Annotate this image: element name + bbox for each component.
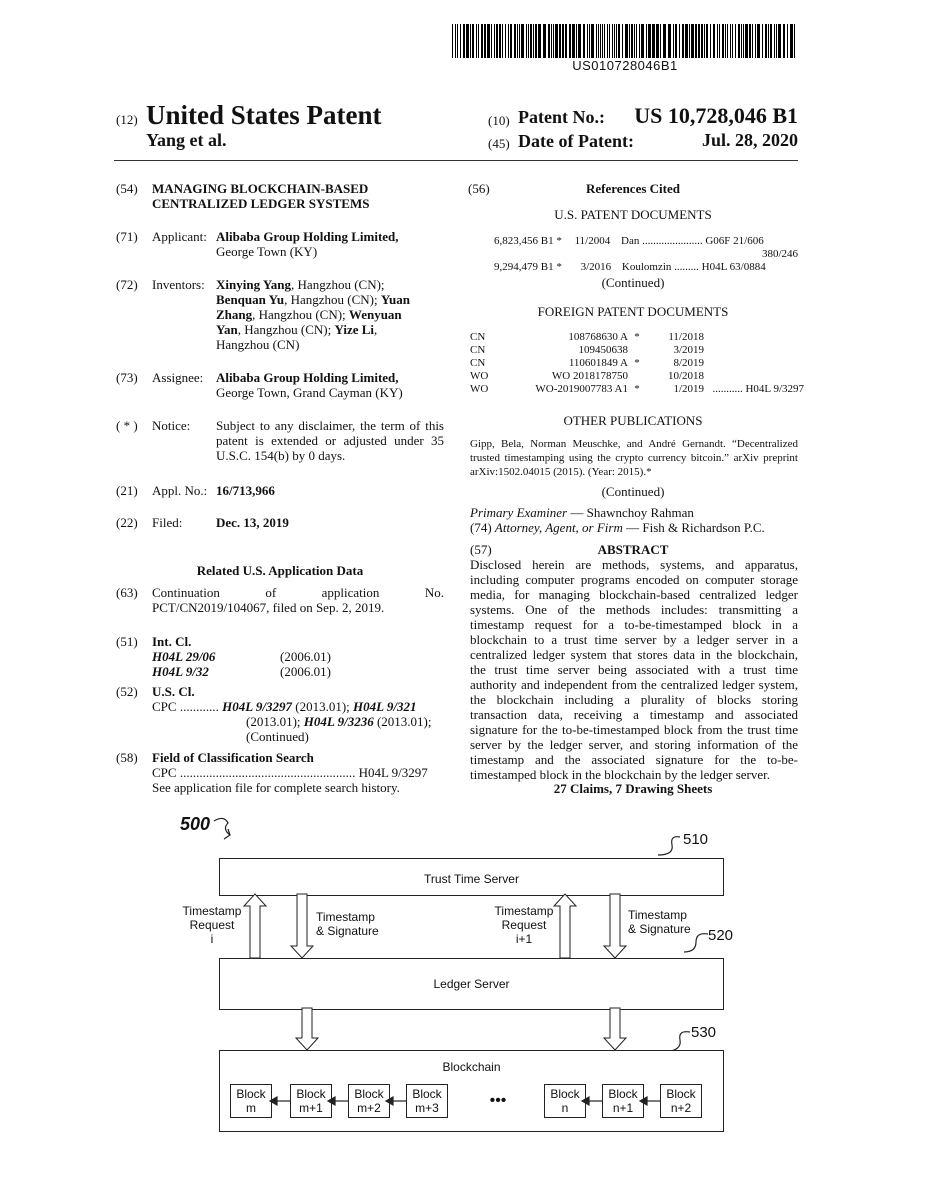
inventor-name: Zhang <box>216 307 253 322</box>
field-note: See application file for complete search history. <box>152 780 400 795</box>
examiner-label: Primary Examiner <box>470 505 568 520</box>
attorney-code: (74) <box>470 520 492 535</box>
cpc-continued: (Continued) <box>246 729 309 744</box>
block-n <box>544 1084 586 1118</box>
ref-510: 510 <box>683 831 709 848</box>
block-n-plus-2 <box>660 1084 702 1118</box>
barcode-number: US010728046B1 <box>572 58 678 73</box>
foreign-doc-date: 10/2018 <box>667 370 704 382</box>
label-line: & Signature <box>316 924 379 938</box>
block-m <box>230 1084 272 1118</box>
patent-kind: United States Patent <box>146 100 382 130</box>
us-doc-number: 6,823,456 B1 * <box>494 235 562 247</box>
abstract-text: Disclosed herein are methods, systems, and apparatus, including computer programs encoded on computer storage media, for managing blockchain-based centralized ledger systems. One of the methods includes: transmitting a timestamp request for a to-be-timestamped block in a blockchain to a trust time server by a ledger server in a centralized ledger system that stores data in the blockchain, the trust time server being associated with a trust time authority and independent from the centralized ledger system, the blockchain including a plurality of blocks storing transaction data, receiving a timestamp and associated signature for the to-be-timestamped block from the trust time server by the ledger server, and storing information of the timestamp and the associated signature for the to-be-timestamped block in the blockchain by the ledger server. <box>470 557 798 782</box>
us-doc-number: 9,294,479 B1 * <box>494 261 562 273</box>
title-code: (54) <box>116 181 138 196</box>
us-docs-heading: U.S. PATENT DOCUMENTS <box>554 207 712 222</box>
label-line: Request <box>189 918 235 932</box>
foreign-doc-country: WO <box>470 383 489 395</box>
inventor-location: , Hangzhou (CN); <box>291 277 385 292</box>
foreign-doc-star: * <box>634 383 640 395</box>
other-pubs-continued: (Continued) <box>601 484 665 499</box>
claims-summary: 27 Claims, 7 Drawing Sheets <box>553 781 713 796</box>
timestamp-request-i-label <box>174 904 250 946</box>
cpc-class: H04L 9/3297 <box>222 699 293 714</box>
invention-title-line2: CENTRALIZED LEDGER SYSTEMS <box>152 196 370 211</box>
field-cpc-label: CPC <box>152 765 177 780</box>
us-doc-date: 11/2004 <box>574 235 611 247</box>
continuation-word: No. <box>424 585 444 600</box>
inventor-name: Benquan Yu <box>216 292 285 307</box>
filed-code: (22) <box>116 515 138 530</box>
us-doc-name: Dan <box>621 235 640 247</box>
foreign-doc-extra: ........... H04L 9/3297 <box>712 383 804 395</box>
inventor-location: , <box>374 322 378 337</box>
cpc-dots: ............ <box>179 699 219 714</box>
inventor-name: Wenyuan <box>348 307 402 322</box>
assignee-code: (73) <box>116 370 138 385</box>
block-label: Block <box>296 1087 326 1101</box>
applicant-location: George Town (KY) <box>216 244 318 259</box>
inventor-location: , Hangzhou (CN); <box>284 292 381 307</box>
foreign-doc-date: 1/2019 <box>673 383 704 395</box>
label-line: i+1 <box>515 932 533 946</box>
field-cpc-value: H04L 9/3297 <box>358 765 428 780</box>
field-label: Field of Classification Search <box>152 750 314 765</box>
continuation-word: application <box>321 585 380 600</box>
block-label: Block <box>608 1087 638 1101</box>
cpc-label: CPC <box>152 699 177 714</box>
patent-no-label: Patent No.: <box>518 107 605 127</box>
cpc-version: (2013.01); <box>373 714 432 729</box>
trust-time-server-label: Trust Time Server <box>424 872 519 886</box>
us-doc-class2: 380/246 <box>761 248 798 260</box>
patent-no-value: US 10,728,046 B1 <box>634 103 798 128</box>
inventors-code: (72) <box>116 277 138 292</box>
cpc-version: (2013.01); <box>292 699 354 714</box>
label-line: & Signature <box>628 922 691 936</box>
foreign-doc-country: CN <box>470 344 486 356</box>
foreign-doc-number: WO-2019007783 A1 <box>535 383 628 395</box>
foreign-doc-number: 109450638 <box>578 344 628 356</box>
ref-530: 530 <box>691 1024 717 1041</box>
refs-heading: References Cited <box>586 181 680 196</box>
notice-text: Subject to any disclaimer, the term of this patent is extended or adjusted under 35 U.S.C. 154(b) by 0 days. <box>216 418 444 463</box>
attorney-name: — Fish & Richardson P.C. <box>622 520 765 535</box>
uscl-code: (52) <box>116 684 138 699</box>
blockchain-label: Blockchain <box>442 1060 501 1074</box>
applicant-code: (71) <box>116 229 138 244</box>
figure-ref-500: 500 <box>180 814 211 834</box>
ref-520: 520 <box>708 927 734 944</box>
block-m-plus-2 <box>348 1084 390 1118</box>
other-pubs-heading: OTHER PUBLICATIONS <box>563 413 703 428</box>
foreign-doc-country: WO <box>470 370 489 382</box>
appl-number: 16/713,966 <box>216 483 275 498</box>
continuation-word: of <box>265 585 277 600</box>
inventor-location: Hangzhou (CN) <box>216 337 300 352</box>
us-doc-date: 3/2016 <box>580 261 612 273</box>
us-doc-dots: ......... <box>674 261 699 273</box>
field-code: (58) <box>116 750 138 765</box>
block-m-plus-1 <box>290 1084 332 1118</box>
assignee-label: Assignee: <box>152 370 204 385</box>
foreign-doc-date: 8/2019 <box>673 357 704 369</box>
date-label: Date of Patent: <box>518 131 634 151</box>
filed-date: Dec. 13, 2019 <box>216 515 289 530</box>
appl-code: (21) <box>116 483 138 498</box>
foreign-doc-star: * <box>634 357 640 369</box>
block-label: Block <box>550 1087 580 1101</box>
examiner-name: — Shawnchoy Rahman <box>567 505 694 520</box>
foreign-doc-country: CN <box>470 357 486 369</box>
foreign-doc-country: CN <box>470 331 486 343</box>
date-value: Jul. 28, 2020 <box>701 130 798 150</box>
foreign-docs-heading: FOREIGN PATENT DOCUMENTS <box>537 304 729 319</box>
inventor-name: Yuan <box>380 292 410 307</box>
continuation-code: (63) <box>116 585 138 600</box>
us-doc-class: G06F 21/606 <box>705 235 764 247</box>
foreign-doc-star: * <box>634 331 640 343</box>
blocks-ellipsis: ••• <box>489 1092 507 1109</box>
foreign-doc-number: 108768630 A <box>568 331 628 343</box>
block-n-plus-1 <box>602 1084 644 1118</box>
refs-code: (56) <box>468 181 490 196</box>
intcl-version: (2006.01) <box>280 664 331 679</box>
block-label: Block <box>354 1087 384 1101</box>
inventor-location: , Hangzhou (CN); <box>237 322 335 337</box>
notice-code: ( * ) <box>116 418 138 433</box>
block-label: Block <box>412 1087 442 1101</box>
appl-label: Appl. No.: <box>152 483 208 498</box>
continuation-line2: PCT/CN2019/104067, filed on Sep. 2, 2019. <box>152 600 385 615</box>
block-index: n+2 <box>670 1101 692 1115</box>
attorney-label: Attorney, Agent, or Firm <box>494 520 623 535</box>
abstract-code: (57) <box>470 542 492 557</box>
block-index: m+1 <box>299 1101 323 1115</box>
us-doc-dots: ...................... <box>642 235 703 247</box>
us-doc-class: H04L 63/0884 <box>701 261 766 273</box>
timestamp-signature-2-label <box>628 908 691 936</box>
patent-authors: Yang et al. <box>146 130 227 150</box>
foreign-doc-date: 3/2019 <box>673 344 704 356</box>
label-line: Timestamp <box>628 908 687 922</box>
inventor-name: Yan <box>216 322 238 337</box>
block-index: m+3 <box>415 1101 439 1115</box>
cpc-class: H04L 9/321 <box>353 699 417 714</box>
label-line: Request <box>501 918 547 932</box>
label-line: Timestamp <box>494 904 554 918</box>
invention-title-line1: MANAGING BLOCKCHAIN-BASED <box>152 181 369 196</box>
assignee-name: Alibaba Group Holding Limited, <box>216 370 399 385</box>
uscl-label: U.S. Cl. <box>152 684 195 699</box>
filed-label: Filed: <box>152 515 183 530</box>
block-label: Block <box>236 1087 266 1101</box>
abstract-heading: ABSTRACT <box>597 542 669 557</box>
inventor-name: Xinying Yang <box>216 277 292 292</box>
applicant-name: Alibaba Group Holding Limited, <box>216 229 399 244</box>
block-index: n <box>561 1101 569 1115</box>
patent-no-code: (10) <box>488 113 510 128</box>
block-index: n+1 <box>612 1101 634 1115</box>
assignee-location: George Town, Grand Cayman (KY) <box>216 385 403 400</box>
kind-code: (12) <box>116 112 138 127</box>
field-cpc-dots: ...................................................... <box>179 765 356 780</box>
notice-label: Notice: <box>152 418 191 433</box>
inventor-location: , Hangzhou (CN); <box>252 307 349 322</box>
timestamp-signature-1-label <box>316 910 379 938</box>
applicant-label: Applicant: <box>152 229 207 244</box>
block-label: Block <box>666 1087 696 1101</box>
intcl-label: Int. Cl. <box>152 634 192 649</box>
foreign-doc-date: 11/2018 <box>668 331 704 343</box>
block-index: m+2 <box>357 1101 381 1115</box>
other-pubs-text: Gipp, Bela, Norman Meuschke, and André Gernandt. “Decentralized trusted timestamping using the crypto currency bitcoin.” arXiv preprint arXiv:1502.04015 (2015). (Year: 2015).* <box>470 438 798 478</box>
continuation-word: Continuation <box>152 585 220 600</box>
label-line: i <box>210 932 214 946</box>
label-line: Timestamp <box>316 910 375 924</box>
date-code: (45) <box>488 136 510 151</box>
intcl-class: H04L 9/32 <box>152 664 209 679</box>
foreign-doc-number: WO 2018178750 <box>551 370 628 382</box>
block-index: m <box>246 1101 256 1115</box>
intcl-class: H04L 29/06 <box>152 649 216 664</box>
us-doc-name: Koulomzin <box>621 261 672 273</box>
cpc-version: (2013.01); <box>246 714 304 729</box>
us-docs-continued: (Continued) <box>601 275 665 290</box>
ledger-server-label: Ledger Server <box>433 977 510 991</box>
inventor-name: Yize Li <box>334 322 375 337</box>
timestamp-request-i1-label <box>486 904 562 946</box>
inventors-label: Inventors: <box>152 277 205 292</box>
block-m-plus-3 <box>406 1084 448 1118</box>
intcl-version: (2006.01) <box>280 649 331 664</box>
related-heading: Related U.S. Application Data <box>196 563 364 578</box>
intcl-code: (51) <box>116 634 138 649</box>
cpc-class: H04L 9/3236 <box>303 714 374 729</box>
label-line: Timestamp <box>182 904 242 918</box>
foreign-doc-number: 110601849 A <box>568 357 628 369</box>
